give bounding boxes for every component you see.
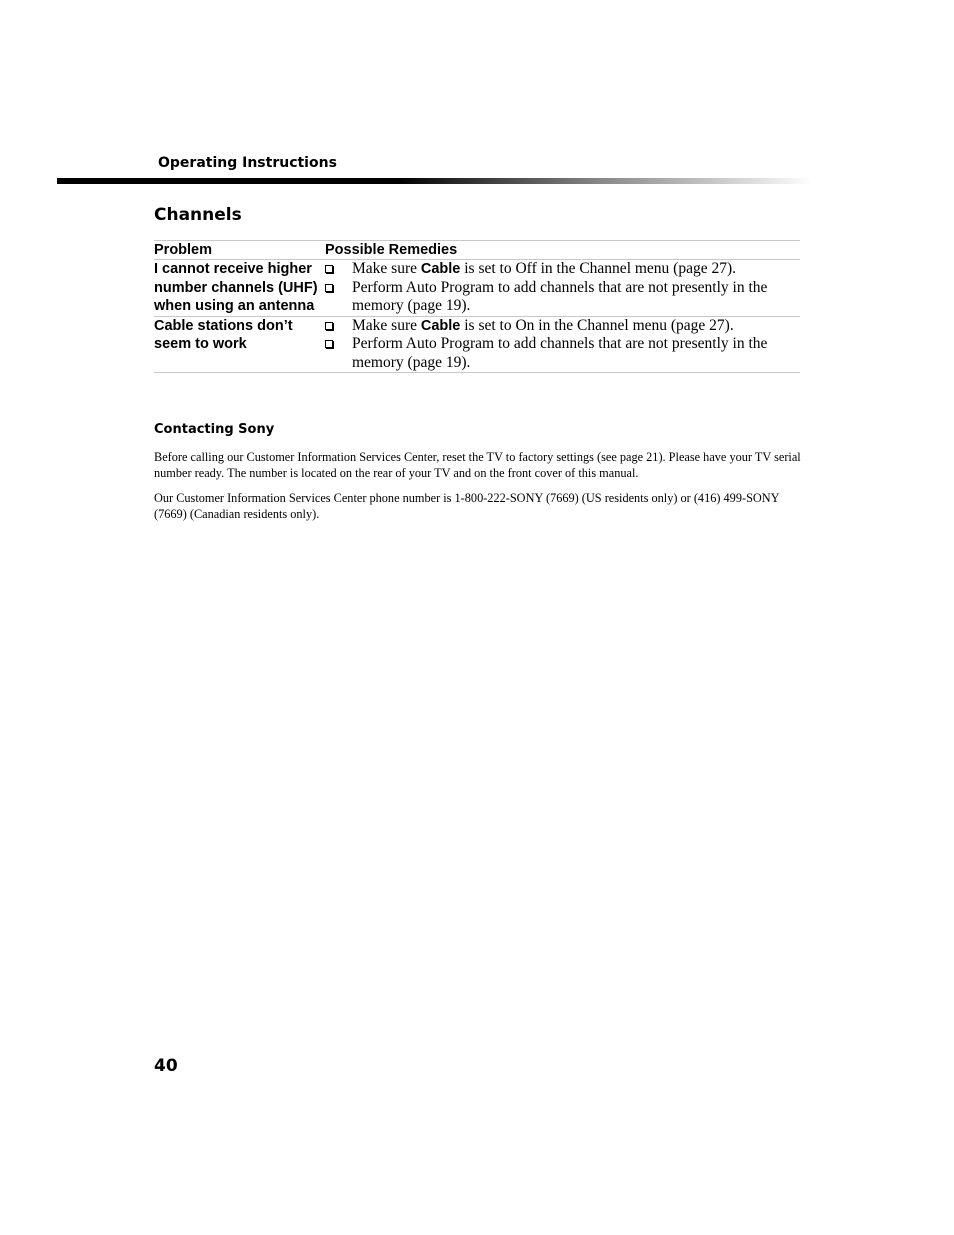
checkbox-bullet-icon: [325, 284, 333, 292]
header-rule: [57, 178, 813, 184]
contacting-sony-heading: Contacting Sony: [154, 422, 275, 437]
troubleshooting-table: [154, 240, 800, 373]
table-header-row: [154, 241, 800, 260]
page-number: 40: [154, 1056, 178, 1076]
remedy-item: Perform Auto Program to add channels that are not presently in the memory (page 19).: [325, 279, 800, 316]
checkbox-bullet-icon: [325, 322, 333, 330]
phone-paragraph: Our Customer Information Services Center phone number is 1-800-222-SONY (7669) (US residents only) or (416) 499-SONY (7669) (Canadian residents only).: [154, 491, 780, 521]
remedy-item: Perform Auto Program to add channels that are not presently in the memory (page 19).: [325, 335, 800, 372]
remedies-cell: [325, 260, 800, 317]
remedy-item: Make sure Cable is set to Off in the Channel menu (page 27).: [325, 260, 800, 279]
remedy-list: [325, 317, 800, 373]
running-header: Operating Instructions: [158, 155, 337, 171]
section-title: Channels: [154, 205, 242, 225]
contact-paragraph: Before calling our Customer Information Services Center, reset the TV to factory settings (see page 21). Please have your TV serial number ready. The number is located on the rear of your TV and on the front cover of this manual.: [154, 450, 801, 480]
remedy-item: Make sure Cable is set to On in the Channel menu (page 27).: [325, 317, 800, 336]
checkbox-bullet-icon: [325, 265, 333, 273]
column-header-remedies: Possible Remedies: [325, 242, 458, 258]
menu-keyword: Cable: [420, 317, 461, 334]
remedy-list: [325, 260, 800, 316]
column-header-problem: Problem: [154, 242, 213, 258]
checkbox-bullet-icon: [325, 340, 333, 348]
table-row: [154, 316, 800, 373]
remedies-cell: [325, 316, 800, 373]
problem-cell: I cannot receive higher number channels (UHF) when using an antenna: [154, 261, 318, 314]
table-row: [154, 260, 800, 317]
problem-cell: Cable stations don’t seem to work: [154, 317, 293, 352]
menu-keyword: Cable: [420, 261, 461, 277]
